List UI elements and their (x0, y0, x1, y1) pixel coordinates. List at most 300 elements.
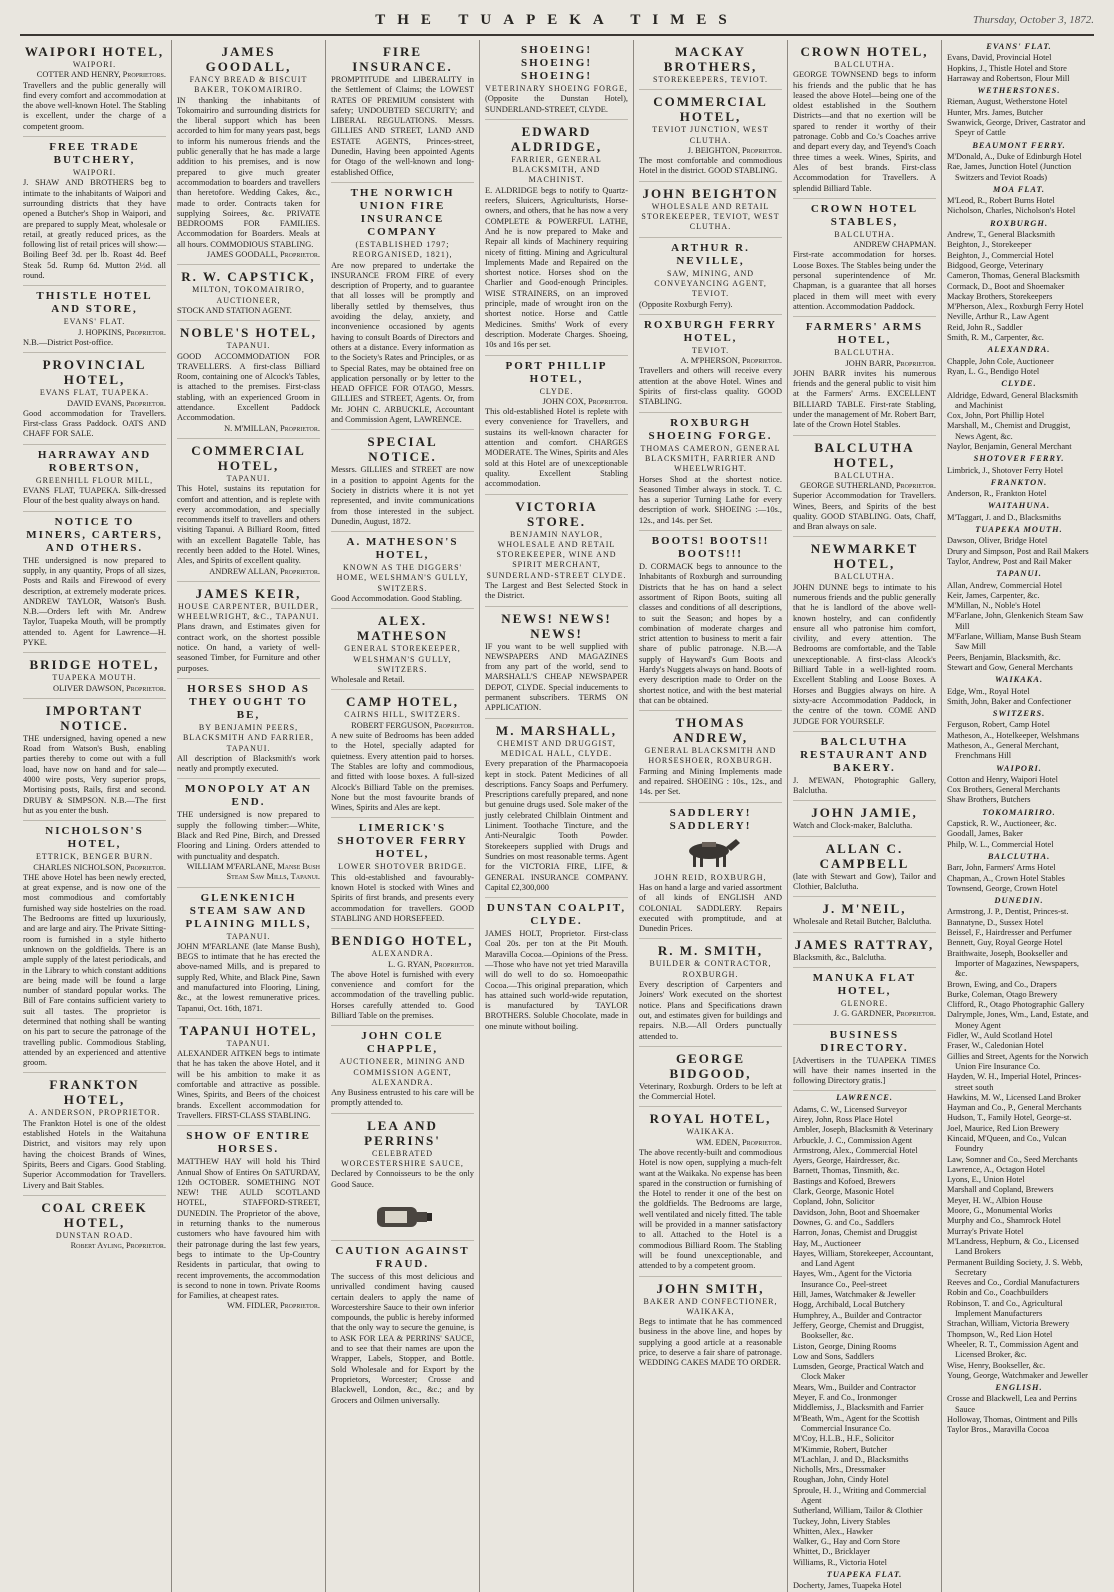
directory-section (947, 42, 1091, 84)
directory-entry: Marshall and Copland, Brewers (947, 1185, 1054, 1195)
ad-heading: ROYAL HOTEL, (649, 1111, 772, 1127)
ad-heading: HORSES SHOD AS THEY OUGHT TO BE, (187, 682, 310, 721)
directory-entry: Dalrymple, Jones, Wm., Land, Estate, and Money Agent (947, 1010, 1089, 1030)
ad-body: THE undersigned is now prepared to supply the following timber:—White, Black and Red Pine, Birch, and Dressed Flooring and Lining. Orders attended to with punctuality and despatch. (177, 810, 320, 861)
directory-entry: Ambler, Joseph, Blacksmith & Veterinary (793, 1125, 933, 1135)
ad-body: THE undersigned is now prepared to supply, in any quantity, Props of all sizes, Posts and Rails and Firewood of every description, at extremely moderate prices. ANDREW TAYLOR, Watson's Bush. N.B.—Orders left with Mr. Andrew Taylor, Tuapeka Mouth, will be promptly attended to. Agent for Lawrence—H. PYKE. (23, 555, 166, 647)
directory-entry: Beighton, J., Storekeeper (947, 240, 1032, 250)
ad-heading: MACKAY BROTHERS, (663, 44, 758, 74)
directory-entry: Shaw Brothers, Butchers (947, 795, 1031, 805)
ad-body: This old-established and favourably-known Hotel is stocked with Wines and Spirits of first brands, and presents every accommodation for travellers. GOOD STABLING AND HORSEFEED. (331, 872, 474, 923)
ad-heading: ARTHUR R. NEVILLE, (671, 241, 750, 267)
advertisement (793, 537, 936, 731)
advertisement (23, 653, 166, 699)
directory-entry: Strachan, William, Victoria Brewery (947, 1319, 1070, 1329)
directory-entry: Thompson, W., Red Lion Hotel (947, 1329, 1053, 1339)
directory-entry: Burke, Coleman, Otago Brewery (947, 989, 1058, 999)
directory-section (947, 219, 1091, 344)
column-1 (18, 40, 172, 1592)
directory-section (947, 1383, 1091, 1435)
directory-entry: Hunter, Mrs. James, Butcher (947, 107, 1043, 117)
ad-heading: M. MARSHALL, (495, 722, 618, 738)
directory-entry: M'Coy, H.L.B., H.F., Solicitor (793, 1434, 895, 1444)
directory-entry: Taylor Bros., Maravilla Cocoa (947, 1425, 1049, 1435)
ad-heading: CAUTION AGAINST FRAUD. (335, 1244, 470, 1270)
advertisement (177, 439, 320, 582)
directory-entry: Law, Somner and Co., Seed Merchants (947, 1154, 1078, 1164)
ad-proprietor: ANDREW ALLAN, Proprietor. (209, 566, 320, 576)
directory-entry: Ayers, George, Hairdresser, &c. (793, 1156, 900, 1166)
ad-body: GEORGE TOWNSEND begs to inform his friends and the public that he has leased the above Hotel—being one of the oldest established in the Southern Districts—and that no exertion will be spared to render it worthy of their patronage. Cobb and Co.'s Coaches arrive and depart every day, and Teyend's Coach three times a week. Wines, Spirits, and Ales of best brands. First-class Accommodation for Travellers. A splendid Billiard Table. (793, 70, 936, 193)
ad-body: (Opposite the Dunstan Hotel), SUNDERLAND-STREET, CLYDE. (485, 94, 628, 114)
directory-town: MOA FLAT. (993, 184, 1045, 194)
advertisement (23, 699, 166, 821)
ad-subheading: TEVIOT. (691, 345, 730, 355)
ad-subheading: KNOWN AS THE DIGGERS' HOME, WELSHMAN'S GULLY, SWITZERS. (336, 563, 469, 593)
ad-body: IN thanking the inhabitants of Tokomairiro and surrounding districts for the liberal support which has been accorded to him for many years past, begs to inform his numerous friends and the public generally that he has made a large addition to his premises, and is now prepared to give much greater accommodation to boarders and travellers than heretofore. Wedding Cakes, &c., made to order. Contracts taken for supplying Soirees, &c. PRIVATE BEDROOMS FOR FAMILIES. Accommodation for Boarders. Meals at all hours. COMMODIOUS STABLING. (177, 95, 320, 249)
directory-entry: M'Millan, N., Noble's Hotel (947, 601, 1041, 611)
ad-heading: FREE TRADE BUTCHERY, (49, 141, 140, 167)
advertisement (639, 1107, 782, 1276)
columns (18, 40, 1096, 1591)
directory-entry: Peers, Benjamin, Blacksmith, &c. (947, 652, 1061, 662)
directory-town: ALEXANDRA. (987, 345, 1051, 355)
directory-entry: Robinson, T. and Co., Agricultural Implement Manufacturers (947, 1298, 1063, 1319)
advertisement (485, 607, 628, 719)
directory-town: BALCLUTHA. (987, 851, 1051, 861)
ad-body: The Frankton Hotel is one of the oldest established Hotels in the Waitahuna District, and visitors may rely upon having the choicest Brands of Wines, Spirits, Beers and Cigars. Good Stabling. Superior Accommodation for Travellers. Livery and Bait Stables. (23, 1118, 166, 1190)
ad-body: Plans drawn, and Estimates given for contract work, on the shortest possible notice. On hand, a variety of well-seasoned Timber, for Furniture and other purposes. (177, 622, 320, 673)
ad-subheading: GREENHILL FLOUR MILL, (35, 475, 154, 485)
directory-entry: M'Lachlan, J. and D., Blacksmiths (793, 1454, 909, 1464)
ad-heading: BALCLUTHA HOTEL, (814, 439, 915, 470)
ad-proprietor: J. HOPKINS, Proprietor. (78, 327, 166, 337)
directory-section (947, 86, 1091, 138)
directory-town: ROXBURGH. (989, 218, 1049, 228)
directory-entry: Fraser, W., Caledonian Hotel (947, 1041, 1044, 1051)
ad-heading: R. M. SMITH, (657, 943, 764, 959)
directory-town: BEAUMONT FERRY. (972, 140, 1066, 150)
ad-heading: BRIDGE HOTEL, (29, 657, 160, 673)
directory-town: WETHERSTONES. (977, 86, 1061, 96)
directory-entry: Matheson, A., Hotelkeeper, Welshmans (947, 730, 1080, 740)
directory-entry: M'Beath, Wm., Agent for the Scottish Commercial Insurance Co. (793, 1413, 920, 1433)
ad-heading: JAMES GOODALL, (205, 44, 292, 74)
directory-entry: Smith, R. M., Carpenter, &c. (947, 333, 1044, 343)
ad-body: (late with Stewart and Gow), Tailor and Clothier, Balclutha. (793, 871, 936, 892)
directory-entry: Reeves and Co., Cordial Manufacturers (947, 1278, 1080, 1288)
ad-body: Are now prepared to undertake the INSURANCE FROM FIRE of every description of Property, and to guarantee that all losses will be promptly and liberally settled by themselves, thus avoiding the delay, anxiety, and inconvenience occasioned by agents having to consult Boards of Directors and others at a distance. Every information as to the Society's Rates and Principles, or as to Special Rates, may be obtained free on application personally or by letter to the HEAD OFFICE FOR OTAGO, Messrs. GILLIES and STREET, Agents. Or, from Mr. JOHN C. ARBUCKLE, Accountant and Commission Agent, LAWRENCE. (331, 260, 474, 425)
ad-body: E. ALDRIDGE begs to notify to Quartz-reefers, Sluicers, Agriculturists, Horse-owners, and others, that he has now a very COMPLETE & POWERFUL LATHE, And he is now prepared to Make and Repair all kinds of Machinery requiring nicety of fitting. Mining and Agricultural Implements Made and Repaired on the shortest notice. Horses shod on the Charlier and Good-enough Principles. WISE STRAINERS, on an improved principle, made of wrought iron on the shortest notice. Horse and Cattle Medicines. Smiths' Work of every description. Moderate Charges. Shoeing, 10s and 16s per set. (485, 185, 628, 350)
advertisement (23, 445, 166, 512)
ad-subheading: EVANS FLAT, TUAPEKA. (39, 388, 150, 398)
ad-heading: CROWN HOTEL, (800, 44, 929, 59)
ad-body: Begs to intimate that he has commenced business in the above line, and hopes by supplying a good article at a reasonable price, to deserve a fair share of patronage. WEDDING CAKES MADE TO ORDER. (639, 1317, 782, 1368)
directory-entry: Townsend, George, Crown Hotel (947, 883, 1058, 893)
directory-town: FRANKTON. (990, 477, 1048, 487)
ad-subheading: HOUSE CARPENTER, BUILDER, WHEELWRIGHT, &C., TAPANUI. (177, 601, 320, 622)
ad-body: Messrs. GILLIES and STREET are now in a position to appoint Agents for the Society in districts where it is not yet represented, and invite communications from those interested in the subject. Dunedin, August, 1872. (331, 465, 474, 526)
ad-subheading: WAIKAKA. (686, 1127, 735, 1137)
advertisement (793, 732, 936, 802)
directory-section (947, 808, 1091, 850)
directory-entry: Gillies and Street, Agents for the Norwich Union Fire Insurance Co. (947, 1051, 1089, 1071)
directory-entry: Williams, R., Victoria Hotel (793, 1557, 887, 1567)
directory-entry: Clifford, R., Otago Photographic Gallery (947, 1000, 1085, 1010)
advertisement (793, 837, 936, 898)
ad-heading: BALCLUTHA RESTAURANT AND BAKERY. (800, 735, 929, 774)
directory-entry: Dawson, Oliver, Bridge Hotel (947, 536, 1048, 546)
ad-heading: R. W. CAPSTICK, (181, 269, 316, 285)
advertisement (177, 1126, 320, 1315)
advertisement (793, 40, 936, 199)
ad-body: Every description of Carpenters and Joiners' Work executed on the shortest notice. Plans and Specifications drawn out, and estimates given for buildings and repairs. N.B.—All Orders punctually attended to. (639, 980, 782, 1041)
ad-subheading: GENERAL BLACKSMITH AND HORSESHOER, ROXBURGH. (644, 746, 777, 766)
ad-proprietor: J. G. GARDNER, Proprietor. (833, 1009, 936, 1019)
ad-body: Watch and Clock-maker, Balclutha. (793, 821, 913, 831)
column-4 (480, 40, 634, 1592)
directory-section (947, 501, 1091, 523)
directory-entry: M'Leod, R., Robert Burns Hotel (947, 196, 1055, 206)
advertisement (639, 1047, 782, 1108)
ad-subheading: (ESTABLISHED 1797; REORGANISED, 1821), (352, 239, 453, 260)
directory-entry: Armstrong, Alex., Commercial Hotel (793, 1145, 918, 1155)
directory-entry: Barr, John, Farmers' Arms Hotel (947, 863, 1056, 873)
ad-body: Wholesale and Retail. (331, 675, 405, 685)
directory-entry: Bidgood, George, Veterinary (947, 260, 1044, 270)
ad-body: Good Accommodation. Good Stabling. (331, 593, 462, 603)
masthead (20, 8, 1094, 36)
directory-entry: Hudson, T., Family Hotel, George-st. (947, 1113, 1072, 1123)
directory-entry: Mackay Brothers, Storekeepers (947, 291, 1053, 301)
ad-heading: COMMERCIAL HOTEL, (191, 442, 306, 473)
ad-heading: ALLAN C. CAMPBELL (819, 840, 910, 871)
directory-entry: Sproule, H. J., Writing and Commercial Agent (793, 1485, 927, 1505)
directory-entry: Permanent Building Society, J. S. Webb, Secretary (947, 1257, 1083, 1277)
ad-body: Every preparation of the Pharmacopoeia kept in stock. Patent Medicines of all descriptions. Fancy Soaps and Perfumery. Prescriptions carefully prepared, and none but genuine drugs used. Sole maker of the justly celebrated Chilblain Ointment and Liniment. Toothache Tincture, and the Anti-Neuralgic Tooth Powder. Storekeepers supplied with Drugs and Sundries on most reasonable terms. Agent for the VICTORIA FIRE, LIFE, & GENERAL INSURANCE COMPANY. Capital £2,300,000 (485, 759, 628, 892)
advertisement (23, 1196, 166, 1256)
ad-heading: THE NORWICH UNION FIRE INSURANCE COMPANY (350, 186, 455, 238)
ad-body: IF you want to be well supplied with NEWSPAPERS AND MAGAZINES from any part of the world, send to MARSHALL'S CHEAP NEWSPAPER DEPOT, CLYDE. Special inducements to permanent subscribers. TERMS ON APPLICATION. (485, 641, 628, 713)
directory-entry: Hayes, Wm., Agent for the Victoria Insurance Co., Peel-street (793, 1269, 912, 1289)
directory-entry: Wise, Henry, Bookseller, &c. (947, 1360, 1046, 1370)
advertisement (639, 182, 782, 238)
issue-date: Thursday, October 3, 1872. (973, 14, 1094, 26)
directory-entry: Lumsden, George, Practical Watch and Clock Maker (793, 1362, 924, 1382)
directory-entry: Lyons, E., Union Hotel (947, 1175, 1025, 1185)
directory-section (947, 852, 1091, 894)
directory-entry: M'Kimmie, Robert, Butcher (793, 1444, 888, 1454)
ad-proprietor: GEORGE SUTHERLAND, Proprietor. (799, 480, 936, 490)
directory-section (947, 569, 1091, 673)
advertisement (793, 968, 936, 1025)
ad-heading: WAIPORI HOTEL, (24, 44, 165, 59)
advertisement (23, 286, 166, 353)
ad-subheading: WAIPORI. (72, 168, 117, 178)
ad-body: All description of Blacksmith's work neatly and promptly executed. (177, 753, 320, 774)
directory-entry: Keir, James, Carpenter, &c. (947, 590, 1040, 600)
directory-entry: Fidler, W., Auld Scotland Hotel (947, 1031, 1053, 1041)
advertisement (485, 356, 628, 495)
directory-entry: Cameron, Thomas, General Blacksmith (947, 271, 1080, 281)
ad-heading: PORT PHILLIP HOTEL, (505, 359, 608, 385)
directory-entry: Sutherland, William, Tailor & Clothier (793, 1506, 923, 1516)
ad-body: J. SHAW AND BROTHERS beg to intimate to the inhabitants of Waipori and surrounding districts that they have opened a Butcher's Shop in Waipori, and are prepared to supply Meat, wholesale or retail, at greatly reduced prices, as the following list of retail prices will show:— Boiling Beef 3d. per lb. Roast 4d. Beef Steak 5d. Rump 6d. Mutton 2½d. all round. (23, 178, 166, 281)
ad-body: This old-established Hotel is replete with every convenience for Travellers, and sustains its well-known character for attention and comfort. CHARGES MODERATE. The Wines, Spirits and Ales sold at this Hotel are of unexceptionable quality. Excellent Stabling accommodation. (485, 407, 628, 489)
advertisement (639, 711, 782, 802)
ad-subheading: FARRIER, GENERAL BLACKSMITH, AND MACHINIST. (511, 154, 602, 185)
ad-subheading: CHEMIST AND DRUGGIST, MEDICAL HALL, CLYDE. (497, 738, 616, 758)
ad-heading: THISTLE HOTEL AND STORE, (36, 290, 153, 316)
ad-proprietor: DAVID EVANS, Proprietor. (67, 398, 166, 408)
directory-entry: Brown, Ewing, and Co., Drapers (947, 979, 1057, 989)
ad-subheading: TAPANUI. (226, 341, 271, 351)
directory-town: WAIKAKA. (994, 675, 1044, 685)
directory-entry: Smith, John, Baker and Confectioner (947, 696, 1072, 706)
directory-entry: Hogg, Archibald, Local Butchery (793, 1300, 905, 1310)
directory-entry: Reid, John R., Saddler (947, 322, 1023, 332)
ad-heading: ROXBURGH SHOEING FORGE. (648, 416, 773, 442)
directory-entry: Hay, M., Auctioneer (793, 1238, 862, 1248)
ad-body: THE above Hotel has been newly erected, at great expense, and is now one of the most commodious and comfortably furnished way side hostelries on the road. The Bedrooms are fitted up luxuriously, and are large and airy. The Private Sitting-room is furnished in a style hitherto unknown on the goldfields. There is an ample supply of the latest periodicals, and in the Library to which constant additions are being made will be found a large number of standard popular works. The Bill of Fare contains sufficient variety to suit all tastes. The proprietor is determined that nothing shall be wanting on his part to secure the patronage of the travelling public. Commodious Stabling, attended by an experienced and attentive groom. (23, 872, 166, 1068)
directory-entry: Hayes, William, Storekeeper, Accountant, and Land Agent (793, 1248, 934, 1269)
ad-subheading: TAPANUI. (226, 931, 271, 941)
ad-proprietor: JAMES GOODALL, Proprietor. (206, 250, 320, 260)
ad-proprietor: OLIVER DAWSON, Proprietor. (52, 683, 166, 693)
ad-heading: MONOPOLY AT AN END. (184, 783, 313, 809)
directory-entry: Armstrong, J. P., Dentist, Princes-st. (947, 907, 1069, 917)
ad-subheading: CAIRNS HILL, SWITZERS. (344, 710, 461, 720)
advertisement (793, 199, 936, 317)
advertisement (331, 183, 474, 430)
ad-subheading: WAIPORI. (72, 60, 117, 69)
ad-body: PROMPTITUDE and LIBERALITY in the Settlement of Claims; the LOWEST RATES OF PREMIUM consistent with safety; UNDOUBTED SECURITY; and LIBERAL REGULATIONS. Messrs. GILLIES AND STREET, LAND AND ESTATE AGENTS, Princes-street, Dunedin, Having been appointed Agents for Otago of the well-known and long-established Office, (331, 75, 474, 177)
ad-subheading: BY BENJAMIN PEERS, BLACKSMITH AND FARRIER, TAPANUI. (182, 722, 315, 753)
column-5 (634, 40, 788, 1592)
directory-entry: Hayman and Co., P., General Merchants (947, 1103, 1082, 1113)
directory-section (947, 896, 1091, 1381)
directory-entry: Nicholson, Charles, Nicholson's Hotel (947, 206, 1076, 216)
directory-entry: Murray's Private Hotel (947, 1226, 1024, 1236)
directory-entry: Joel, Maurice, Red Lion Brewery (947, 1123, 1060, 1133)
directory-entry: Chapple, John Cole, Auctioneer (947, 356, 1054, 366)
advertisement (639, 531, 782, 711)
directory-town: TOKOMAIRIRO. (982, 807, 1056, 817)
ad-heading: VICTORIA STORE. (515, 498, 598, 529)
ad-heading: NOTICE TO MINERS, CARTERS, AND OTHERS. (26, 515, 163, 554)
ad-subheading: DUNSTAN ROAD. (55, 1230, 134, 1240)
directory-entry: Clark, George, Masonic Hotel (793, 1187, 895, 1197)
directory-entry: Downes, G. and Co., Saddlers (793, 1217, 894, 1227)
directory-entry: M'Farlane, William, Manse Bush Steam Saw Mill (947, 632, 1082, 652)
directory-entry: M'Pherson, Alex., Roxburgh Ferry Hotel (947, 302, 1084, 312)
directory-entry: Cox Brothers, General Merchants (947, 785, 1061, 795)
ad-subheading: BUILDER & CONTRACTOR, ROXBURGH. (649, 959, 772, 979)
advertisement (793, 317, 936, 435)
directory-entry: Lawrence, A., Octagon Hotel (947, 1164, 1046, 1174)
ad-subheading: STOREKEEPERS, TEVIOT. (652, 75, 768, 84)
advertisement (639, 40, 782, 90)
ad-heading: ROXBURGH FERRY HOTEL, (643, 318, 778, 344)
directory-town: LAWRENCE. (836, 1093, 893, 1103)
ad-body: J. M'EWAN, Photographic Gallery, Balclutha. (793, 775, 936, 796)
directory-entry: Cox, John, Port Phillip Hotel (947, 411, 1045, 421)
ad-heading: NEWMARKET HOTEL, (810, 541, 919, 572)
directory-entry: Hill, James, Watchmaker & Jeweller (793, 1290, 916, 1300)
directory-entry: Whittet, D., Bricklayer (793, 1547, 870, 1557)
ad-heading: SADDLERY! SADDLERY! (669, 806, 752, 832)
ad-heading: BOOTS! BOOTS!! BOOTS!!! (651, 535, 770, 561)
directory-entry: Swanwick, George, Driver, Castrator and Speyr of Cattle (947, 118, 1086, 138)
advertisement (177, 779, 320, 887)
ad-heading: MANUKA FLAT HOTEL, (812, 971, 917, 997)
directory-section (947, 764, 1091, 806)
ad-body: JAMES HOLT, Proprietor. First-class Coal 20s. per ton at the Pit Mouth. Maravilla Cocoa.—Opinions of the Press.—Those who have not yet tried Maravilla will do well to do so. Homoeopathic Cocoa.—This original preparation, which has attained such world-wide reputation, is manufactured by TAYLOR BROTHERS. Soluble Chocolate, made in one minute without boiling. (485, 929, 628, 1031)
directory-entry: Hayden, W. H., Imperial Hotel, Princes-street south (947, 1072, 1082, 1092)
directory-entry: Walker, G., Hay and Corn Store (793, 1537, 900, 1547)
directory-entry: Humphrey, A., Builder and Contractor (793, 1310, 922, 1320)
directory-entry: M'Donald, A., Duke of Edinburgh Hotel (947, 151, 1082, 161)
column-2 (172, 40, 326, 1592)
ad-heading: PROVINCIAL HOTEL, (42, 357, 147, 388)
ad-heading: ALEX. MATHESON (357, 613, 448, 644)
ad-heading: LIMERICK'S SHOTOVER FERRY HOTEL, (337, 822, 468, 861)
ad-body: The success of this most delicious and unrivalled condiment having caused certain dealers to apply the name of Worcestershire Sauce to their own inferior compounds, the public is hereby informed that the only way to secure the genuine, is to ASK FOR LEA & PERRINS' SAUCE, and to see that their names are upon the Wrapper, Labels, Stopper, and Bottle. Sold Wholesale and for Export by the Proprietors, Worcester; Crosse and Blackwell, London, &c., &c.; and by Grocers and Oilmen universally. (331, 1271, 474, 1405)
ad-heading: JAMES KEIR, (195, 585, 302, 601)
ad-body: A new suite of Bedrooms has been added to the Hotel, specially adapted for quietness. Every attention paid to horses. The Stables are lofty and commodious, and fitted with loose boxes. A full-sized Alcock's Billiard Table on the premises. None but the most favourite brands of Wines, Spirits and Ales are kept. (331, 731, 474, 813)
ad-proprietor: COTTER AND HENRY, Proprietors. (36, 70, 166, 80)
advertisement (485, 898, 628, 1036)
advertisement (485, 719, 628, 898)
directory-entry: Murphy and Co., Shamrock Hotel (947, 1216, 1061, 1226)
ad-proprietor: CHARLES NICHOLSON, Proprietor. (33, 862, 166, 872)
advertisement (331, 1026, 474, 1113)
ad-body: ALEXANDER AITKEN begs to intimate that he has taken the above Hotel, and it will be his ambition to make it as comfortable and attractive as possible. Wines, Spirits, and Beers of the choicest brands. Excellent accommodation for Travellers. FIRST-CLASS STABLING. (177, 1049, 320, 1120)
directory-entry: Stewart and Gow, General Merchants (947, 662, 1073, 672)
ad-subheading: THOMAS CAMERON, GENERAL BLACKSMITH, FARRIER AND WHEELWRIGHT. (640, 443, 781, 474)
advertisement (177, 582, 320, 679)
ad-subheading: JOHN REID, ROXBURGH, (654, 872, 767, 882)
advertisement (23, 821, 166, 1073)
ad-heading: JAMES RATTRAY, (794, 936, 935, 952)
ad-proprietor: J. BEIGHTON, Proprietor. (687, 145, 782, 155)
ad-subheading: LOWER SHOTOVER BRIDGE. (338, 862, 467, 872)
ad-body: Has on hand a large and varied assortment of all kinds of ENGLISH AND COLONIAL SADDLERY. Repairs executed with promptitude, and at Dunedin Prices. (639, 882, 782, 934)
directory-entry: Taylor, Andrew, Post and Rail Maker (947, 556, 1072, 566)
ad-heading: HARRAWAY AND ROBERTSON, (37, 448, 152, 474)
directory-town: CLYDE. (1001, 379, 1037, 389)
ad-proprietor: L. G. RYAN, Proprietor. (387, 959, 474, 969)
ad-heading: SHOW OF ENTIRE HORSES. (186, 1130, 311, 1156)
directory-entry: Capstick, R. W., Auctioneer, &c. (947, 819, 1057, 829)
directory-entry: Edge, Wm., Royal Hotel (947, 686, 1030, 696)
ad-heading: BENDIGO HOTEL, (331, 933, 474, 949)
ad-heading: FARMERS' ARMS HOTEL, (805, 321, 924, 347)
ad-body: Declared by Connoisseurs to be the only Good Sauce. (331, 1169, 474, 1189)
directory-entry: Kincaid, M'Queen, and Co., Vulcan Foundry (947, 1133, 1067, 1154)
ad-heading: J. M'NEIL, (822, 901, 907, 917)
ad-body: MATTHEW HAY will hold his Third Annual Show of Entires On SATURDAY, 12th OCTOBER. SOMETHING NOT NEW! THE AULD SCOTLAND HOTEL, STAFFORD-STREET, DUNEDIN. The Proprietor of the above, in returning thanks to the numerous customers who have favoured him with their patronage during the last few years, begs to intimate to the Up-Country Residents in particular, that owing to recent improvements, the accommodation is second to none in town. Private Rooms for Families, at cheapest rates. (177, 1157, 320, 1301)
ad-body: Travellers and others will receive every attention at the above Hotel. Wines and Spirits of first-class quality. GOOD STABLING. (639, 366, 782, 407)
directory-entry: Meyer, H. W., Albion House (947, 1195, 1043, 1205)
directory-entry: M'Farlane, John, Glenkenich Steam Saw Mill (947, 611, 1084, 631)
ad-body: JOHN DUNNE begs to intimate to his numerous friends and the public generally that he is landlord of the above well-known hostelry, and can confidently ensure all who patronise him comfort, civility, and every attention. The Bedrooms are comfortable, and the Table unexceptionable. A first-class Alcock's Billiard Table in a well-lighted room. Excellent Stabling and Loose Boxes. A Horses and Buggies always on hire. A sixty-acre Accommodation Paddock, in the centre of the town. COME AND JUDGE FOR YOURSELF. (793, 582, 936, 726)
directory-entry: Davidson, John, Boot and Shoemaker (793, 1207, 920, 1217)
ad-proprietor: JOHN COX, Proprietor. (542, 396, 628, 406)
directory-town: SHOTOVER FERRY. (973, 454, 1065, 464)
ad-body: STOCK AND STATION AGENT. (177, 305, 292, 315)
directory-entry: Matheson, A., General Merchant, Frenchmans Hill (947, 741, 1059, 761)
ad-subheading: TEVIOT JUNCTION, WEST CLUTHA. (652, 125, 769, 145)
directory-entry: Beighton, J., Commercial Hotel (947, 250, 1054, 260)
ad-proprietor: ANDREW CHAPMAN. (853, 240, 936, 250)
directory-entry: Drury and Simpson, Post and Rail Makers (947, 546, 1089, 556)
directory-entry: Wheeler, R. T., Commission Agent and Licensed Broker, &c. (947, 1339, 1079, 1360)
directory-entry: M'Taggart, J. and D., Blacksmiths (947, 512, 1061, 522)
advertisement (639, 803, 782, 940)
advertisement (639, 90, 782, 181)
directory-entry: Moore, G., Monumental Works (947, 1206, 1053, 1216)
directory-section (947, 454, 1091, 476)
ad-heading: BUSINESS DIRECTORY. (820, 1028, 909, 1054)
directory-entry: Philp, W. L., Commercial Hotel (947, 839, 1054, 849)
ad-heading: NEWS! NEWS! NEWS! (501, 610, 612, 641)
ad-subheading: TAPANUI. (226, 473, 271, 483)
directory-town: ENGLISH. (995, 1383, 1043, 1393)
ad-proprietor: WILLIAM M'FARLANE, Manse Bush Steam Saw Mills, Tapanui. (186, 861, 320, 882)
directory-town: EVANS' FLAT. (986, 42, 1052, 51)
directory-entry: Adams, C. W., Licensed Surveyor (793, 1104, 907, 1114)
ad-body: JOHN M'FARLANE (late Manse Bush), BEGS to intimate that he has erected the above-named Mills, and is prepared to supply Red, White, and Black Pine, Sawn and manufactured into Flooring, Lining, &c., at the lowest remunerative prices. Tapanui, Oct. 16th, 1871. (177, 941, 320, 1013)
advertisement (177, 321, 320, 439)
advertisement (23, 512, 166, 654)
ad-body: First-rate accommodation for horses. Loose Boxes. The Stables being under the personal superintendence of Mr. Chapman, is a guarantee that all horses placed in them will meet with every attention. Accommodation Paddock. (793, 250, 936, 311)
ad-body: Superior Accommodation for Travellers. Wines, Beers, and Spirits of the best quality. GOOD STABLING. Oats, Chaff, and Bran always on sale. (793, 491, 936, 532)
ad-subheading: BALCLUTHA. (834, 348, 895, 358)
directory-entry: Barnett, Thomas, Tinsmith, &c. (793, 1166, 900, 1176)
directory-town: DUNEDIN. (994, 896, 1044, 906)
ad-subheading: SAW, MINING, AND CONVEYANCING AGENT, TEVIOT. (654, 268, 767, 299)
directory-entry: Allan, Andrew, Commercial Hotel (947, 580, 1063, 590)
directory-entry: Marshall, M., Chemist and Druggist, News Agent, &c. (947, 421, 1071, 441)
ad-proprietor: Robert Ayling, Proprietor. (70, 1241, 166, 1251)
advertisement (177, 265, 320, 321)
ad-subheading: MILTON, TOKOMAIRIRO, AUCTIONEER, (192, 285, 305, 305)
advertisement (639, 315, 782, 413)
ad-subheading: BALCLUTHA. (834, 470, 895, 480)
directory-town: WAITAHUNA. (987, 501, 1051, 511)
directory-entry: Liston, George, Dining Rooms (793, 1341, 897, 1351)
advertisement (177, 40, 320, 265)
ad-subheading: BALCLUTHA. (834, 229, 895, 239)
ad-body: [Advertisers in the TUAPEKA TIMES will have their names inserted in the following Directory gratis.] (793, 1055, 936, 1086)
ad-body: GOOD ACCOMMODATION FOR TRAVELLERS. A first-class Billiard Room, containing one of Alcock's Tables, is attached to the premises. First-class stabling, with an experienced Groom in attendance. Excellent Paddock Accommodation. (177, 351, 320, 423)
horse-icon (676, 837, 746, 869)
ad-body: The Largest and Best Selected Stock in the District. (485, 580, 628, 601)
advertisement (331, 1114, 474, 1241)
column-7 (942, 40, 1096, 1592)
directory-town: TUAPEKA FLAT. (826, 1570, 903, 1580)
advertisement (485, 120, 628, 356)
directory-section (947, 478, 1091, 500)
directory-entry: Holloway, Thomas, Ointment and Pills (947, 1415, 1078, 1424)
ad-subheading: VETERINARY SHOEING FORGE, (485, 84, 628, 93)
ad-heading: IMPORTANT NOTICE. (45, 702, 144, 733)
directory-entry: Meyer, F. and Co., Ironmonger (793, 1393, 897, 1403)
advertisement (177, 888, 320, 1019)
ad-body: Travellers and the public generally will find every comfort and accommodation at the above well-known Hotel. The Stabling is excellent, under the charge of a competent groom. (23, 80, 166, 131)
ad-body: Any Business entrusted to his care will be promptly attended to. (331, 1088, 474, 1108)
